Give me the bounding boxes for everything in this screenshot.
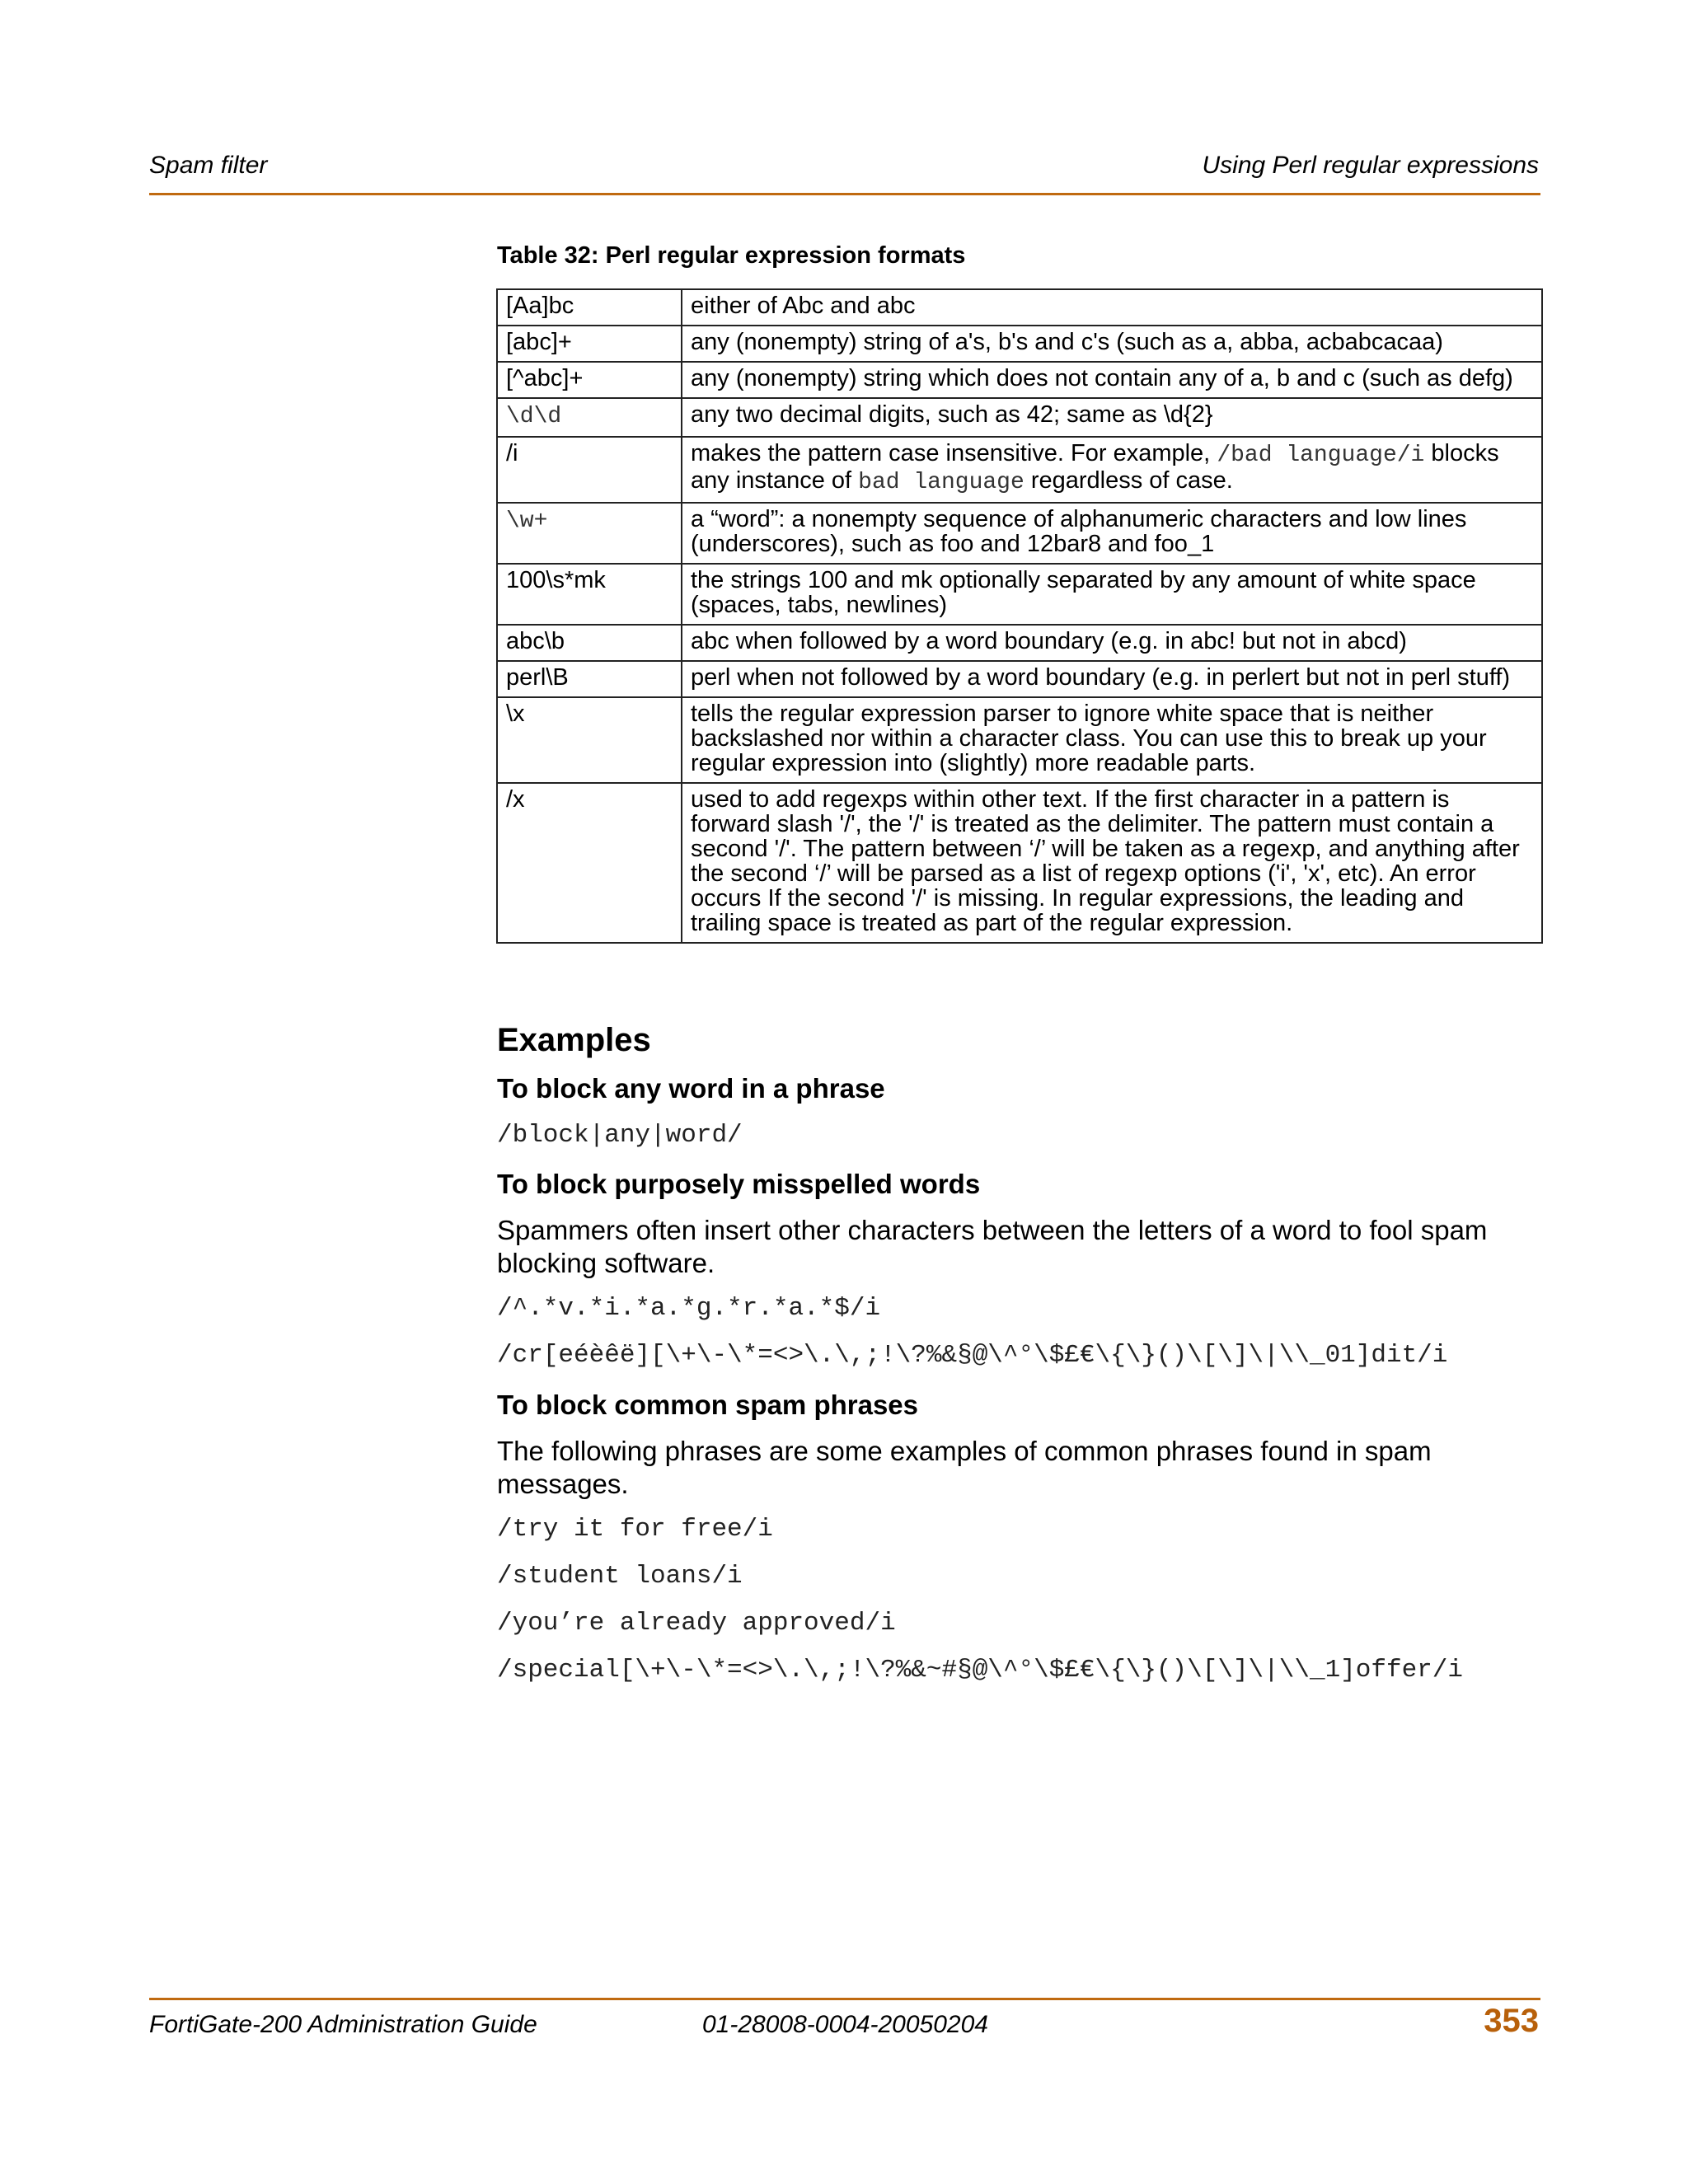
- header-rule: [149, 193, 1540, 195]
- table-row: [497, 783, 1542, 943]
- description-text: perl when not followed by a word boundary (e.g. in perlert but not in perl stuff): [691, 664, 1511, 691]
- regex-expression: perl\B: [506, 664, 569, 691]
- regex-expression: [abc]+: [506, 329, 572, 355]
- description-text: any two decimal digits, such as 42; same as \d{2}: [691, 401, 1213, 428]
- footer-rule: [149, 1998, 1540, 2000]
- regex-expression: 100\s*mk: [506, 567, 606, 593]
- description-text: any (nonempty) string which does not contain any of a, b and c (such as defg): [691, 365, 1513, 391]
- example-2-paragraph: Spammers often insert other characters between the letters of a word to fool spam blocking software.: [497, 1215, 1488, 1278]
- regex-expression-cell: [497, 564, 682, 625]
- inline-code: bad language: [858, 470, 1025, 495]
- example-2-code-1: /^.*v.*i.*a.*g.*r.*a.*$/i: [497, 1294, 881, 1323]
- regex-expression-cell: [497, 697, 682, 783]
- description-text: used to add regexps within other text. If the first character in a pattern is forward slash '/', the '/' is treated as the delimiter. The pattern must contain a second '/'. The pattern between ‘/’ will be taken as a regexp, and anything after the second ‘/’ will be parsed as a list of regexp options ('i', 'x', etc). An error occurs If the second '/' is missing. In regular expressions, the leading and trailing space is treated as part of the regular expression.: [691, 786, 1520, 936]
- table-row: [497, 398, 1542, 437]
- footer-doc-number: 01-28008-0004-20050204: [702, 2011, 988, 2038]
- table-row: [497, 661, 1542, 697]
- regex-expression: [^abc]+: [506, 365, 584, 391]
- regex-description-cell: [682, 362, 1542, 398]
- description-text: makes the pattern case insensitive. For example,: [691, 440, 1217, 466]
- table-caption: Table 32: Perl regular expression formats: [497, 242, 966, 269]
- example-3-title: To block common spam phrases: [497, 1390, 919, 1420]
- example-3-paragraph: The following phrases are some examples of common phrases found in spam messages.: [497, 1436, 1432, 1499]
- regex-expression-cell: [497, 625, 682, 661]
- table-row: [497, 697, 1542, 783]
- description-text: tells the regular expression parser to ignore white space that is neither backslashed nor within a character class. You can use this to break up your regular expression into (slightly) more readable parts.: [691, 701, 1487, 776]
- table-row: [497, 326, 1542, 362]
- regex-expression-cell: [497, 503, 682, 564]
- regex-expression-cell: [497, 289, 682, 326]
- regex-expression: /i: [506, 440, 518, 466]
- description-text: a “word”: a nonempty sequence of alphanumeric characters and low lines (underscores), such as foo and 12bar8 and foo_1: [691, 506, 1467, 557]
- example-2-title: To block purposely misspelled words: [497, 1169, 981, 1199]
- regex-description-cell: [682, 398, 1542, 437]
- regex-expression: \w+: [506, 509, 548, 534]
- running-header-chapter: Using Perl regular expressions: [1202, 152, 1539, 179]
- examples-heading: Examples: [497, 1022, 651, 1058]
- regex-expression-cell: [497, 362, 682, 398]
- table-row: [497, 625, 1542, 661]
- regex-description-cell: [682, 326, 1542, 362]
- example-1-title: To block any word in a phrase: [497, 1073, 885, 1104]
- regex-description-cell: [682, 783, 1542, 943]
- table-row: [497, 437, 1542, 503]
- regex-table-body: [497, 289, 1542, 943]
- description-text: either of Abc and abc: [691, 293, 916, 319]
- regex-description-cell: [682, 289, 1542, 326]
- table-row: [497, 564, 1542, 625]
- table-row: [497, 503, 1542, 564]
- description-text: abc when followed by a word boundary (e.g. in abc! but not in abcd): [691, 628, 1407, 654]
- regex-description-cell: [682, 625, 1542, 661]
- description-text: regardless of case.: [1024, 467, 1233, 494]
- regex-expression-cell: [497, 398, 682, 437]
- example-3-code-3: /you’re already approved/i: [497, 1609, 896, 1638]
- description-text: blocks any instance of: [691, 440, 1499, 494]
- regex-format-table: [496, 288, 1543, 944]
- regex-description-cell: [682, 437, 1542, 503]
- regex-expression-cell: [497, 326, 682, 362]
- running-header-section: Spam filter: [149, 152, 268, 179]
- table-row: [497, 289, 1542, 326]
- example-3-code-1: /try it for free/i: [497, 1515, 773, 1544]
- regex-description-cell: [682, 564, 1542, 625]
- inline-code: /bad language/i: [1217, 443, 1425, 468]
- regex-expression: \x: [506, 701, 525, 727]
- regex-description-cell: [682, 661, 1542, 697]
- footer-guide-title: FortiGate-200 Administration Guide: [149, 2011, 537, 2038]
- regex-expression: \d\d: [506, 404, 562, 429]
- regex-expression-cell: [497, 783, 682, 943]
- regex-description-cell: [682, 503, 1542, 564]
- regex-description-cell: [682, 697, 1542, 783]
- regex-expression: [Aa]bc: [506, 293, 574, 319]
- table-row: [497, 362, 1542, 398]
- regex-expression: abc\b: [506, 628, 565, 654]
- example-2-code-2: /cr[eéèêë][\+\-\*=<>\.\,;!\?%&§@\^°\$£€\{\}()\[\]\|\\_01]dit/i: [497, 1341, 1448, 1370]
- regex-expression-cell: [497, 661, 682, 697]
- example-3-code-4: /special[\+\-\*=<>\.\,;!\?%&~#§@\^°\$£€\{\}()\[\]\|\\_1]offer/i: [497, 1656, 1463, 1685]
- description-text: any (nonempty) string of a's, b's and c's (such as a, abba, acbabcacaa): [691, 329, 1443, 355]
- description-text: the strings 100 and mk optionally separated by any amount of white space (spaces, tabs, newlines): [691, 567, 1476, 618]
- example-3-code-2: /student loans/i: [497, 1562, 743, 1591]
- page-number: 353: [1484, 2003, 1539, 2039]
- regex-expression: /x: [506, 786, 525, 813]
- example-1-code: /block|any|word/: [497, 1121, 743, 1150]
- regex-expression-cell: [497, 437, 682, 503]
